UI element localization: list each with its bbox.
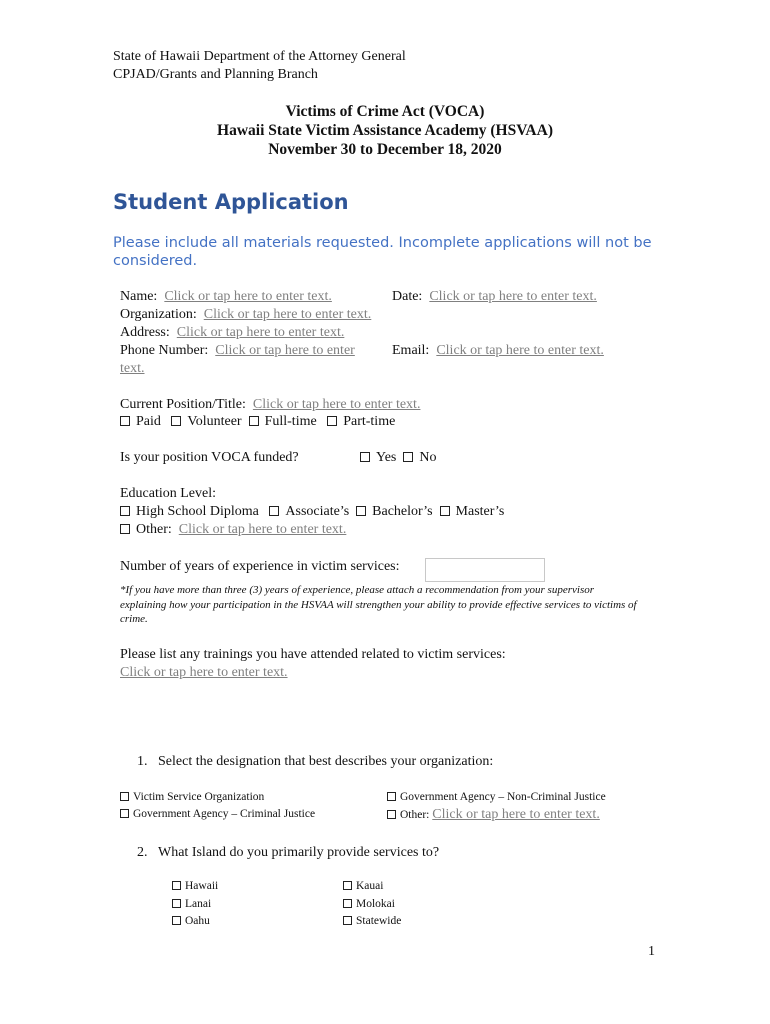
instructions: Please include all materials requested. Incomplete applications will not be considered.: [113, 235, 652, 269]
voca-no-label: No: [419, 450, 437, 465]
organization-label: Organization:: [120, 307, 197, 322]
lanai-label: Lanai: [185, 898, 212, 910]
address-label: Address:: [120, 325, 170, 340]
voca-no-checkbox[interactable]: [403, 452, 413, 462]
island-lanai: [172, 896, 211, 913]
education-other-input[interactable]: Click or tap here to enter text.: [178, 522, 347, 537]
education-options: [120, 503, 504, 521]
title-line-1: Victims of Crime Act (VOCA): [285, 103, 485, 120]
experience-years-input[interactable]: [425, 558, 545, 582]
position-label: Current Position/Title:: [120, 397, 246, 412]
oahu-checkbox[interactable]: [172, 916, 181, 925]
trainings-input[interactable]: Click or tap here to enter text.: [120, 665, 288, 680]
experience-label: Number of years of experience in victim services:: [120, 559, 400, 574]
organization-input[interactable]: Click or tap here to enter text.: [203, 307, 372, 322]
q1-option-victim-service: [120, 789, 264, 806]
lanai-checkbox[interactable]: [172, 899, 181, 908]
victim-service-checkbox[interactable]: [120, 792, 129, 801]
phone-input[interactable]: Click or tap here to enter: [215, 343, 355, 358]
page-number: 1: [648, 944, 655, 959]
q1-option-other: [387, 806, 600, 824]
voca-question: Is your position VOCA funded?: [120, 450, 299, 465]
voca-yes-checkbox[interactable]: [360, 452, 370, 462]
island-molokai: [343, 896, 395, 913]
org-other-checkbox[interactable]: [387, 810, 396, 819]
non-criminal-justice-checkbox[interactable]: [387, 792, 396, 801]
oahu-label: Oahu: [185, 915, 210, 927]
email-row: [392, 342, 604, 360]
bachelors-checkbox[interactable]: [356, 506, 366, 516]
address-row: [120, 324, 344, 342]
criminal-justice-checkbox[interactable]: [120, 809, 129, 818]
phone-input-wrap: [120, 360, 145, 378]
education-other-checkbox[interactable]: [120, 524, 130, 534]
island-hawaii: [172, 878, 218, 895]
q2-text: What Island do you primarily provide services to?: [158, 845, 440, 860]
employment-options: [120, 413, 395, 431]
masters-checkbox[interactable]: [440, 506, 450, 516]
q1-option-non-criminal: [387, 789, 606, 806]
victim-service-label: Victim Service Organization: [133, 791, 265, 803]
high-school-checkbox[interactable]: [120, 506, 130, 516]
trainings-input-row: [120, 664, 288, 682]
molokai-checkbox[interactable]: [343, 899, 352, 908]
name-row: [120, 288, 332, 306]
date-label: Date:: [392, 289, 423, 304]
masters-label: Master’s: [455, 504, 505, 519]
name-input[interactable]: Click or tap here to enter text.: [164, 289, 332, 304]
date-row: [392, 288, 597, 306]
associates-checkbox[interactable]: [269, 506, 279, 516]
full-time-checkbox[interactable]: [249, 416, 259, 426]
full-time-label: Full-time: [264, 414, 317, 429]
org-other-input[interactable]: Click or tap here to enter text.: [432, 807, 600, 822]
header-branch: CPJAD/Grants and Planning Branch: [113, 67, 318, 82]
name-label: Name:: [120, 289, 158, 304]
q1-option-criminal: [120, 806, 315, 823]
date-input[interactable]: Click or tap here to enter text.: [429, 289, 597, 304]
phone-input-continued[interactable]: text.: [120, 361, 145, 376]
bachelors-label: Bachelor’s: [372, 504, 433, 519]
header-agency: State of Hawaii Department of the Attorney General: [113, 49, 406, 64]
volunteer-checkbox[interactable]: [171, 416, 181, 426]
part-time-label: Part-time: [343, 414, 396, 429]
education-other-row: [120, 521, 346, 539]
trainings-label: Please list any trainings you have attended related to victim services:: [120, 647, 506, 662]
title-line-2: Hawaii State Victim Assistance Academy (HSVAA): [217, 122, 553, 139]
page-title: Student Application: [113, 190, 349, 214]
experience-note: *If you have more than three (3) years of experience, please attach a recommendation from your supervisor explaining how your participation in the HSVAA will strengthen your ability to provide effective services to victims of crime.: [120, 584, 637, 625]
phone-row: [120, 342, 355, 360]
high-school-label: High School Diploma: [136, 504, 259, 519]
organization-row: [120, 306, 371, 324]
island-oahu: [172, 913, 210, 930]
title-line-3: November 30 to December 18, 2020: [268, 141, 502, 158]
q1-number: 1.: [137, 754, 148, 769]
q2-number: 2.: [137, 845, 148, 860]
island-kauai: [343, 878, 383, 895]
address-input[interactable]: Click or tap here to enter text.: [176, 325, 345, 340]
kauai-checkbox[interactable]: [343, 881, 352, 890]
part-time-checkbox[interactable]: [327, 416, 337, 426]
hawaii-label: Hawaii: [185, 880, 219, 892]
non-criminal-justice-label: Government Agency – Non-Criminal Justice: [400, 791, 606, 803]
position-input[interactable]: Click or tap here to enter text.: [252, 397, 421, 412]
email-label: Email:: [392, 343, 430, 358]
phone-label: Phone Number:: [120, 343, 209, 358]
education-label: Education Level:: [120, 486, 217, 501]
criminal-justice-label: Government Agency – Criminal Justice: [133, 808, 316, 820]
email-input[interactable]: Click or tap here to enter text.: [436, 343, 604, 358]
volunteer-label: Volunteer: [187, 414, 242, 429]
org-other-label: Other:: [400, 809, 430, 821]
voca-yes-label: Yes: [376, 450, 397, 465]
associates-label: Associate’s: [285, 504, 350, 519]
molokai-label: Molokai: [356, 898, 395, 910]
q1-text: Select the designation that best describes your organization:: [158, 754, 494, 769]
statewide-label: Statewide: [356, 915, 402, 927]
voca-options: [360, 449, 437, 467]
paid-checkbox[interactable]: [120, 416, 130, 426]
paid-label: Paid: [136, 414, 161, 429]
hawaii-checkbox[interactable]: [172, 881, 181, 890]
island-statewide: [343, 913, 401, 930]
statewide-checkbox[interactable]: [343, 916, 352, 925]
position-row: [120, 396, 420, 414]
kauai-label: Kauai: [356, 880, 384, 892]
education-other-label: Other:: [136, 522, 172, 537]
